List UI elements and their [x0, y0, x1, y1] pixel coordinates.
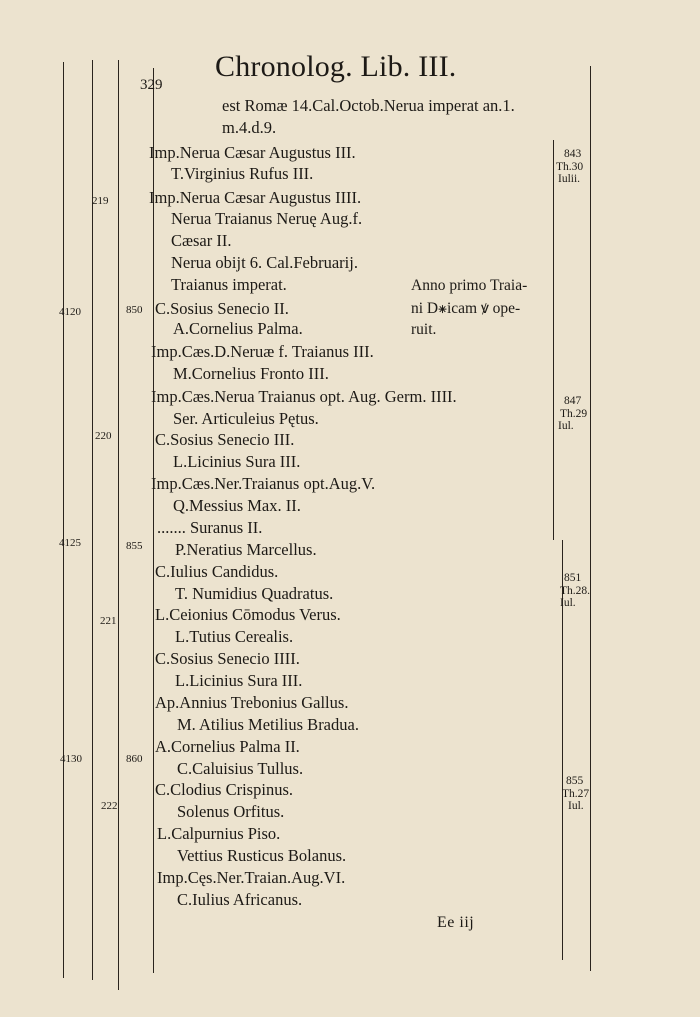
- margin-note-year: 847: [564, 395, 582, 407]
- text-line: M.Cornelius Fronto III.: [173, 364, 329, 383]
- side-note-line: Anno primo Traia-: [411, 277, 528, 294]
- year-urbis: 860: [126, 753, 143, 765]
- margin-note-day: Th.29: [560, 407, 588, 420]
- text-line: Ap.Annius Trebonius Gallus.: [155, 693, 349, 712]
- text-line: Nerua obijt 6. Cal.Februarij.: [171, 253, 358, 272]
- text-line: C.Caluisius Tullus.: [177, 759, 304, 778]
- margin-note-month: Iul.: [568, 800, 584, 812]
- side-note-line: ruit.: [411, 321, 437, 338]
- text-line: C.Iulius Africanus.: [177, 890, 303, 909]
- text-line: L.Calpurnius Piso.: [157, 824, 281, 843]
- text-line: Q.Messius Max. II.: [173, 496, 301, 515]
- margin-note-year: 855: [566, 775, 584, 787]
- text-line: Imp.Cæs.Nerua Traianus opt. Aug. Germ. IIII.: [151, 387, 457, 406]
- text-line: L.Licinius Sura III.: [175, 671, 303, 690]
- year-olympiad: 220: [95, 430, 112, 442]
- text-line: C.Sosius Senecio II.: [155, 299, 289, 318]
- margin-note-month: Iul.: [560, 597, 576, 609]
- margin-note-day: Th.28.: [560, 584, 591, 597]
- margin-note-day: Th.27: [562, 787, 590, 800]
- text-line: L.Licinius Sura III.: [173, 452, 301, 471]
- margin-note-day: Th.30: [556, 160, 584, 173]
- margin-note-month: Iul.: [558, 420, 574, 432]
- year-urbis: 850: [126, 304, 143, 316]
- text-line: Imp.Cæs.D.Neruæ f. Traianus III.: [151, 342, 374, 361]
- text-line: C.Iulius Candidus.: [155, 562, 279, 581]
- text-line: est Romæ 14.Cal.Octob.Nerua imperat an.1.: [222, 96, 515, 115]
- text-line: C.Sosius Senecio IIII.: [155, 649, 300, 668]
- year-olympiad: 219: [92, 195, 109, 207]
- text-line: A.Cornelius Palma II.: [155, 737, 300, 756]
- signature-mark: Ee iij: [437, 914, 475, 931]
- year-olympiad: 221: [100, 615, 117, 627]
- text-line: ....... Suranus II.: [157, 518, 263, 537]
- column-rule: [118, 60, 119, 990]
- margin-note-year: 843: [564, 148, 582, 160]
- text-line: Nerua Traianus Neruę Aug.f.: [171, 209, 363, 228]
- text-line: Vettius Rusticus Bolanus.: [177, 846, 347, 865]
- year-world: 4125: [59, 537, 81, 549]
- margin-note-year: 851: [564, 572, 582, 584]
- text-line: Imp.Nerua Cæsar Augustus III.: [149, 143, 356, 162]
- text-line: Ser. Articuleius Pętus.: [173, 409, 319, 428]
- text-line: T.Virginius Rufus III.: [171, 164, 314, 183]
- text-line: Solenus Orfitus.: [177, 802, 285, 821]
- text-line: C.Sosius Senecio III.: [155, 430, 295, 449]
- margin-note-month: Iulii.: [558, 173, 581, 185]
- page-number: 329: [140, 77, 163, 93]
- text-line: C.Clodius Crispinus.: [155, 780, 293, 799]
- text-line: Imp.Nerua Cæsar Augustus IIII.: [149, 188, 362, 207]
- text-line: m.4.d.9.: [222, 118, 277, 137]
- text-line: P.Neratius Marcellus.: [175, 540, 317, 559]
- year-olympiad: 222: [101, 800, 118, 812]
- text-line: Cæsar II.: [171, 231, 232, 250]
- text-line: A.Cornelius Palma.: [173, 319, 303, 338]
- column-rule: [63, 62, 64, 978]
- text-line: L.Ceionius Cōmodus Verus.: [155, 605, 341, 624]
- text-line: Imp.Cæs.Ner.Traianus opt.Aug.V.: [151, 474, 376, 493]
- margin-note: [556, 395, 587, 433]
- text-line: Traianus imperat.: [171, 275, 287, 294]
- column-rule: [590, 66, 591, 971]
- column-rule: [553, 140, 554, 540]
- margin-note: [556, 148, 583, 186]
- running-head: Chronolog. Lib. III.: [215, 50, 457, 83]
- year-urbis: 855: [126, 540, 143, 552]
- text-line: M. Atilius Metilius Bradua.: [177, 715, 359, 734]
- text-line: Imp.Cęs.Ner.Traian.Aug.VI.: [157, 868, 346, 887]
- margin-note: [556, 572, 590, 610]
- text-line: L.Tutius Cerealis.: [175, 627, 294, 646]
- margin-note: [556, 775, 589, 813]
- side-note-line: ni D⁕icam ꝟ ope-: [411, 300, 521, 317]
- year-world: 4120: [59, 306, 81, 318]
- year-world: 4130: [60, 753, 82, 765]
- text-line: T. Numidius Quadratus.: [175, 584, 334, 603]
